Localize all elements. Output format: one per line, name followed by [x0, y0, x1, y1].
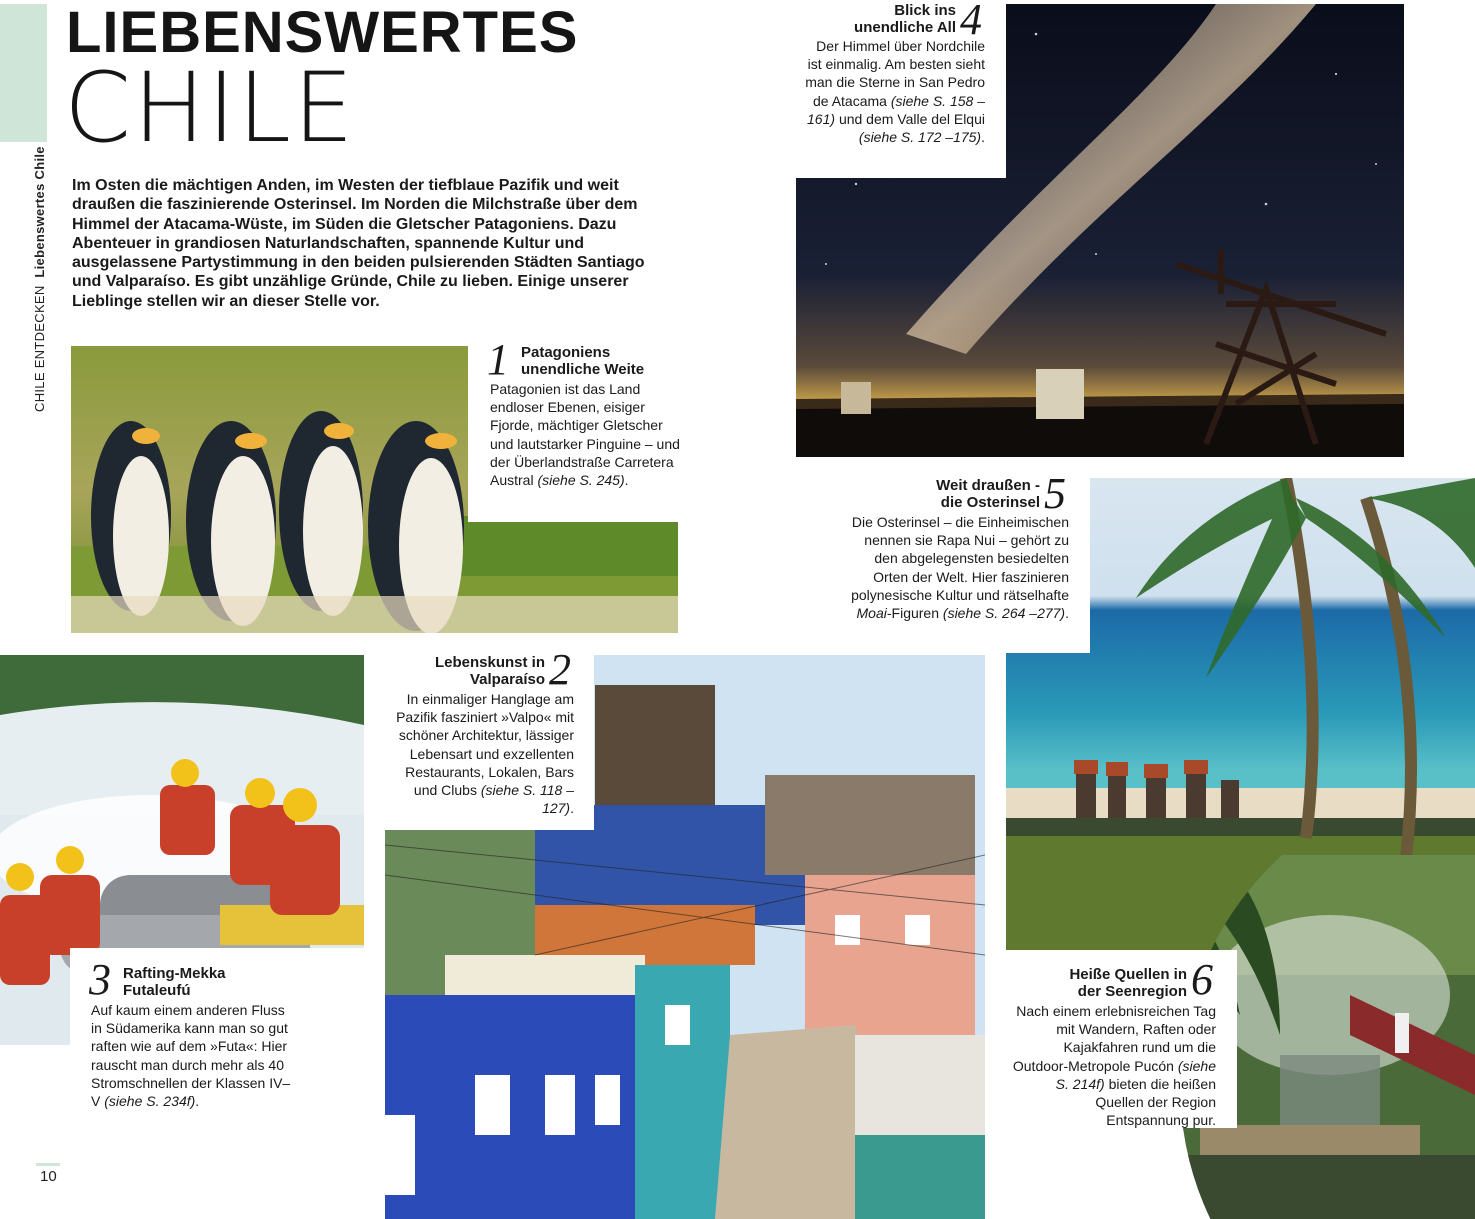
side-section-label: CHILE ENTDECKEN	[32, 285, 47, 412]
item2-title-line2: Valparaíso	[469, 671, 545, 688]
item4-page-ref: (siehe S. 158 –161)	[807, 92, 985, 127]
page-title-line2: CHILE	[64, 52, 356, 164]
item4-page-ref2: (siehe S. 172 –175)	[858, 129, 982, 146]
item5-page-ref: (siehe S. 264 –277)	[942, 605, 1066, 622]
item1-number: 1	[487, 335, 509, 384]
item4-text: Der Himmel über Nordchile ist einmalig. Am besten sieht man die Sterne in San Pedro de Atacama (siehe S. 158 –161) und dem Valle del Elqui (siehe S. 172 –175).	[805, 38, 985, 146]
item3-title-line1: Rafting-Mekka	[123, 965, 226, 982]
item5-italic-word: Moai	[856, 605, 887, 622]
item3-title-line2: Futaleufú	[123, 982, 191, 999]
item6-page-ref: (siehe S. 214f)	[1055, 1057, 1216, 1092]
item6-title-line2: der Seenregion	[1077, 983, 1187, 1000]
item4-body: Der Himmel über Nordchile ist einmalig. Am besten sieht man die Sterne in San Pedro de Atacama	[805, 38, 985, 109]
item6-title	[1030, 966, 1187, 1000]
item3-title	[123, 965, 226, 999]
item4-title	[808, 2, 956, 36]
item1-title	[521, 344, 644, 378]
side-title-label: Liebenswertes Chile	[32, 146, 47, 278]
item5-text: Die Osterinsel – die Einheimischen nennen sie Rapa Nui – gehört zu den abgelegensten besiedelten Orten der Welt. Hier faszinieren polynesische Kultur und rätselhafte Moai-Figuren (siehe S. 264 –277).	[851, 514, 1069, 622]
item5-body: Die Osterinsel – die Einheimischen nennen sie Rapa Nui – gehört zu den abgelegensten besiedelten Orten der Welt. Hier faszinieren polynesische Kultur und rätselhafte	[851, 514, 1069, 603]
item4-number: 4	[960, 0, 982, 44]
item4-title-line2: unendliche All	[854, 19, 956, 36]
item6-title-line1: Heiße Quellen in	[1069, 966, 1187, 983]
page-number: 10	[40, 1168, 57, 1185]
item6-body: Nach einem erlebnisreichen Tag mit Wandern, Raften oder Kajakfahren rund um die Outdoor-Metropole Pucón	[1012, 1003, 1216, 1074]
page-title-line1: LIEBENSWERTES	[66, 0, 579, 65]
item1-title-line2: unendliche Weite	[521, 361, 645, 378]
item5-title-line2: die Osterinsel	[940, 494, 1040, 511]
item4-title-line1: Blick ins	[894, 2, 956, 19]
item6-body2: bieten die heißen Quellen der Region Entspannung pur.	[1095, 1075, 1216, 1129]
item1-page-ref: (siehe S. 245)	[537, 472, 625, 489]
item2-body: In einmaliger Hanglage am Pazifik fasziniert »Valpo« mit schöner Architektur, lässiger Lebensart und exzellenten Restaurants, Lokalen, Bars und Clubs	[396, 691, 574, 799]
item3-body: Auf kaum einem anderen Fluss in Südamerika kann man so gut raften wie auf dem »Futa«: Hier rauscht man durch mehr als 40 Stromschnellen der Klassen IV–V	[91, 1002, 291, 1110]
item3-page-ref: (siehe S. 234f)	[104, 1093, 196, 1110]
item4-body2: und dem Valle del Elqui	[838, 110, 985, 127]
item2-title	[390, 654, 545, 688]
item2-number: 2	[549, 645, 571, 694]
intro-paragraph: Im Osten die mächtigen Anden, im Westen der tiefblaue Pazifik und weit draußen die faszinierende Osterinsel. Im Norden die Milchstraße über dem Himmel der Atacama-Wüste, im Süden die Gletscher Patagoniens. Dazu Abenteuer in grandiosen Naturlandschaften, spannende Kultur und ausgelassene Partystimmung in den beiden pulsierenden Städten Santiago und Valparaíso. Es gibt unzählige Gründe, Chile zu lieben. Einige unserer Lieblinge stellen wir an dieser Stelle vor.	[72, 177, 645, 310]
item2-text: In einmaliger Hanglage am Pazifik fasziniert »Valpo« mit schöner Architektur, lässiger Lebensart und exzellenten Restaurants, Lokalen, Bars und Clubs (siehe S. 118 –127).	[396, 691, 574, 817]
item5-number: 5	[1044, 469, 1066, 518]
page-number-rule	[36, 1163, 60, 1166]
item1-title-line1: Patagoniens	[521, 344, 611, 361]
side-running-head	[32, 146, 47, 412]
item1-text: Patagonien ist das Land endloser Ebenen, eisiger Fjorde, mächtiger Gletscher und lautstarker Pinguine – und der Überlandstraße Carretera Austral (siehe S. 245).	[490, 381, 680, 489]
item6-number: 6	[1191, 955, 1213, 1004]
item6-text	[1009, 1002, 1216, 1129]
item5-title-line1: Weit draußen -	[936, 477, 1040, 494]
section-color-bar	[0, 4, 47, 142]
item5-title	[880, 477, 1040, 511]
item5-body2: -Figuren	[886, 605, 940, 622]
item1-body: Patagonien ist das Land endloser Ebenen, eisiger Fjorde, mächtiger Gletscher und lautstarker Pinguine – und der Überlandstraße Carretera Austral	[490, 381, 680, 489]
item3-number: 3	[89, 955, 111, 1004]
item2-page-ref: (siehe S. 118 –127)	[480, 782, 574, 817]
item3-text: Auf kaum einem anderen Fluss in Südamerika kann man so gut raften wie auf dem »Futa«: Hier rauscht man durch mehr als 40 Stromschnellen der Klassen IV–V (siehe S. 234f).	[91, 1002, 291, 1110]
item2-title-line1: Lebenskunst in	[434, 654, 545, 671]
